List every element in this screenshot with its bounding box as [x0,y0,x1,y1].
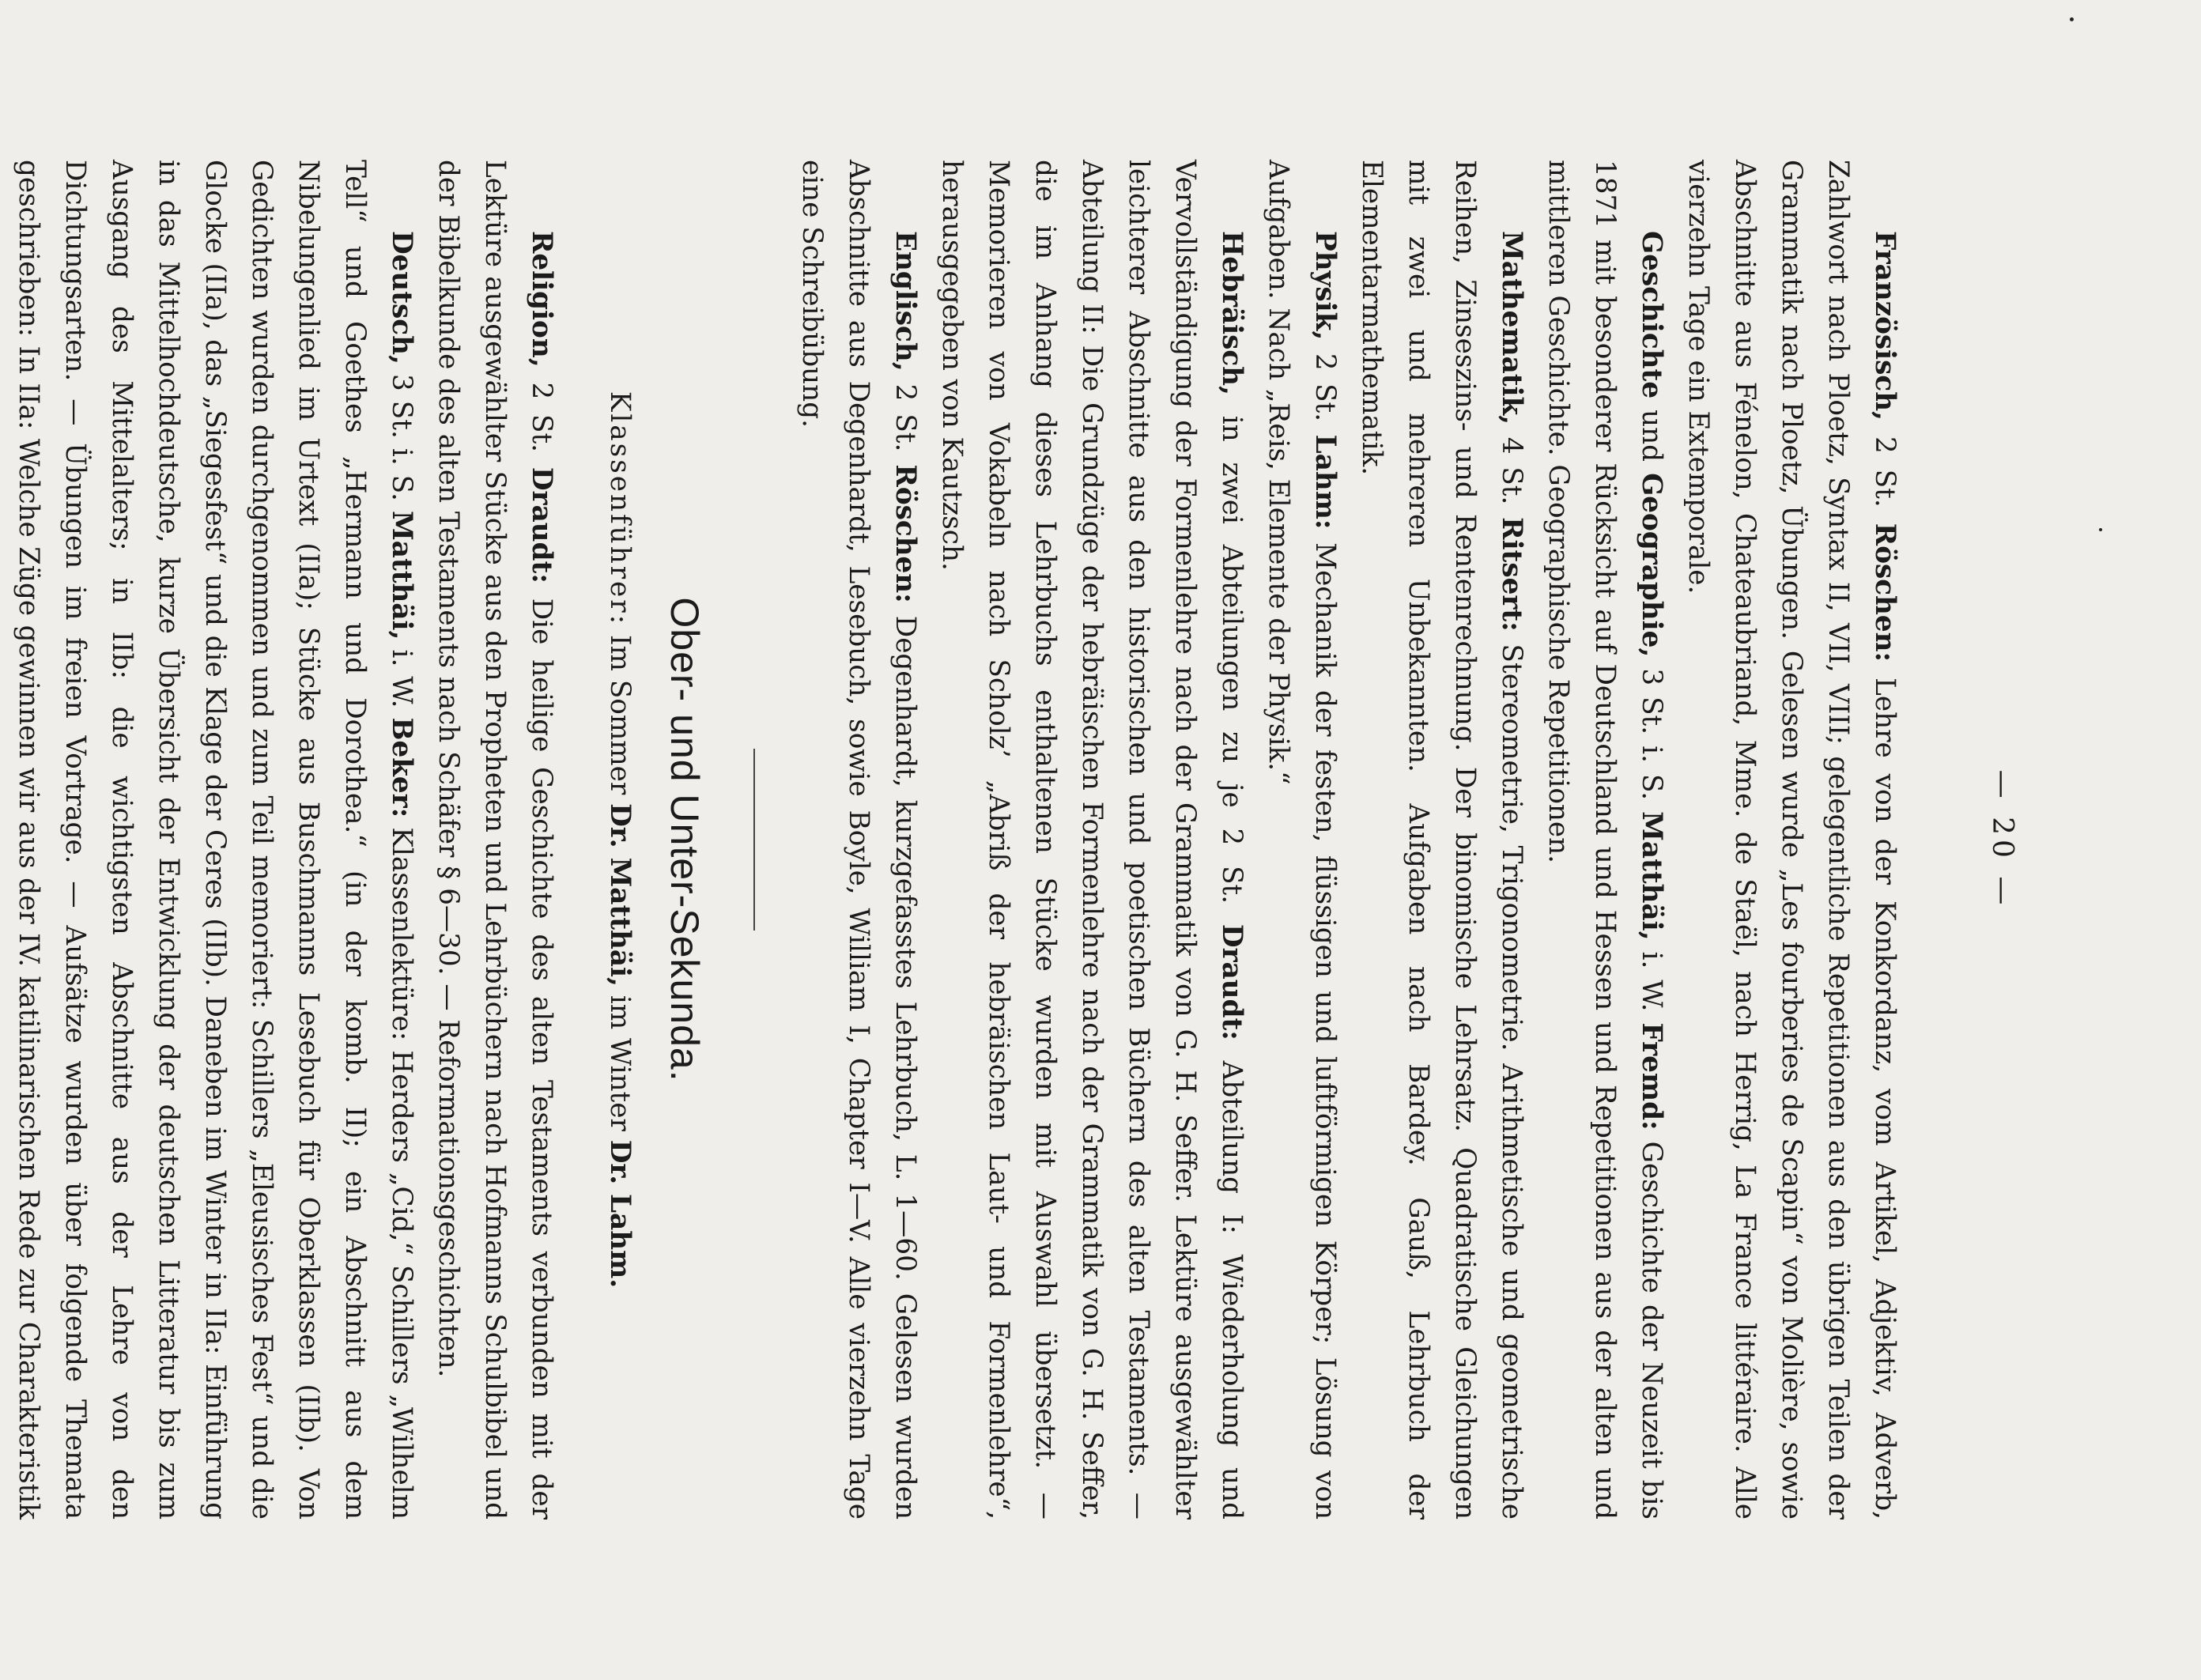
hours-label: 3 St. i. S. [386,373,417,501]
teacher-label: Draudt: [1216,923,1248,1040]
paragraph-text: Degenhardt, kurzgefasstes Lehrbuch, L. 1—60. Gelesen wurden Abschnitte aus Degenhardt, Lesebuch, sowie Boyle, William I, Chapter I—V. Alle vierzehn Tage eine Schreibübung. [796,160,921,1520]
paragraph-mathematik [1348,160,1535,1520]
paragraph-hebraeisch [928,160,1255,1520]
paragraph-deutsch [0,160,425,1520]
teacher-label-2: Beker: [386,717,417,818]
paragraph-text: Die heilige Geschichte des alten Testaments verbunden mit der Lektüre ausgewählter Stücke aus den Propheten und Lehrbüchern nach Hofmanns Schulbibel und der Bibelkunde des alten Testaments nach Schäfer § 6—30. — Reformationsgeschichten. [432,160,557,1520]
paragraph-text: Lehre von der Konkordanz, vom Artikel, Adjektiv, Adverb, Zahlwort nach Ploetz, Syntax II, VII, VIII; gelegentliche Repetitionen aus den übrigen Teilen der Grammatik nach Ploetz, Übungen. Gelesen wurde „Les fourberies de Scapin“ von Molière, sowie Abschnitte aus Fénelon, Chateaubriand, Mme. de Staël, nach Herrig, La France littéraire. Alle vierzehn Tage ein Extemporale. [1682,160,1901,1520]
paragraph-franzoesisch [1674,160,1908,1520]
teacher-label: Matthäi, [386,510,417,640]
connector-label: und [1636,410,1667,462]
teacher-label: Lahm: [1309,434,1341,530]
section-title: Ober- und Unter-Sekunda. [663,597,707,1082]
paragraph-physik [1255,160,1348,1520]
subject-label: Mathematik, [1496,231,1527,425]
subject-label: Physik, [1309,231,1341,341]
subject-label: Religion, [526,231,557,368]
teacher-note: i. W. [386,649,417,708]
subject-label: Hebräisch, [1216,231,1248,395]
teacher-note: i. W. [1636,951,1667,1012]
hours-label: in zwei Abteilungen zu je 2 St. [1216,415,1248,904]
class-teacher-text-2: im Winter [604,995,636,1131]
paragraph-text: Abteilung I: Wiederholung und Vervollständigung der Formenlehre nach der Grammatik von G. H. Seffer. Lektüre ausgewählter leichterer Abschnitte aus den historischen und poetischen Büchern des alten Testaments. — Abteilung II: Die Grundzüge der hebräischen Formenlehre nach der Grammatik von G. H. Seffer, die im Anhang dieses Lehrbuchs enthaltenen Stücke wurden mit Auswahl übersetzt. — Memorieren von Vokabeln nach Scholz’ „Abriß der hebräischen Laut- und Formenlehre“, herausgegeben von Kautzsch. [936,160,1248,1520]
hours-label: 2 St. [1309,353,1341,422]
teacher-label: Röschen: [889,464,921,603]
paragraph-religion [425,160,564,1520]
subject-label: Französisch, [1869,231,1901,421]
class-teacher-1: Dr. Matthäi, [604,803,636,987]
section-divider [753,749,755,931]
subject-label: Geschichte [1636,231,1667,399]
paragraph-englisch [788,160,928,1520]
text-body [0,160,2025,1520]
page-number: — 20 — [1986,769,2018,910]
hours-label: 2 St. [889,383,921,452]
teacher-label-2: Fremd: [1636,1022,1667,1131]
paragraph-text: Stereometrie, Trigonometrie. Arithmetische und geometrische Reihen, Zinseszins- und Rentenrechnung. Der binomische Lehrsatz. Quadratische Gleichungen mit zwei und mehreren Unbekannten. Aufgaben nach Bardey. Gauß, Lehrbuch der Elementarmathematik. [1356,160,1527,1520]
hours-label: 3 St. i. S. [1636,668,1667,801]
subject-label: Deutsch, [386,231,417,364]
rotated-page-content [13,65,2112,1614]
hours-label: 2 St. [526,382,557,453]
class-teacher-2: Dr. Lahm. [604,1139,636,1289]
paragraph-text: Geschichte der Neuzeit bis 1871 mit besonderer Rücksicht auf Deutschland und Hessen und Repetitionen aus der alten und mittleren Geschichte. Geographische Repetitionen. [1542,160,1667,1520]
subject-label-2: Geographie, [1636,473,1667,658]
hours-label: 2 St. [1869,436,1901,508]
teacher-label: Ritsert: [1496,517,1527,632]
class-teacher-label: Klassenführer: [604,391,636,627]
paragraph-text: Mechanik der festen, flüssigen und luftförmigen Körper; Lösung von Aufgaben. Nach „Reis, Elemente der Physik.“ [1263,160,1341,1520]
class-teacher-text-1: Im Sommer [604,635,636,795]
paragraph-geschichte [1535,160,1674,1520]
paragraph-text: Klassenlektüre: Herders „Cid,“ Schillers „Wilhelm Tell“ und Goethes „Hermann und Dorothea.“ (in der komb. II); ein Abschnitt aus dem Nibelungenlied im Urtext (IIa); Stücke aus Buschmanns Lesebuch für Oberklassen (IIb). Von Gedichten wurden durchgenommen und zum Teil memoriert: Schillers „Eleusisches Fest“ und die Glocke (IIa), das „Siegesfest“ und die Klage der Ceres (IIb). Daneben im Winter in IIa: Einführung in das Mittelhochdeutsche, kurze Übersicht der Entwicklung der deutschen Litteratur bis zum Ausgang des Mittelalters; in IIb: die wichtigsten Abschnitte aus der Lehre von den Dichtungsarten. — Übungen im freien Vortrage. — Aufsätze wurden über folgende Themata geschrieben: In IIa: Welche Züge gewinnen wir aus der IV. katilinarischen Rede zur Charakteristik [13,160,417,1520]
teacher-label: Matthäi, [1636,811,1667,941]
speck-mark [2070,17,2074,21]
hours-label: 4 St. [1496,436,1527,505]
teacher-label: Röschen: [1869,523,1901,663]
speck-mark [2099,528,2102,531]
class-teacher-line [596,160,643,1520]
teacher-label: Draudt: [526,466,557,583]
subject-label: Englisch, [889,231,921,372]
